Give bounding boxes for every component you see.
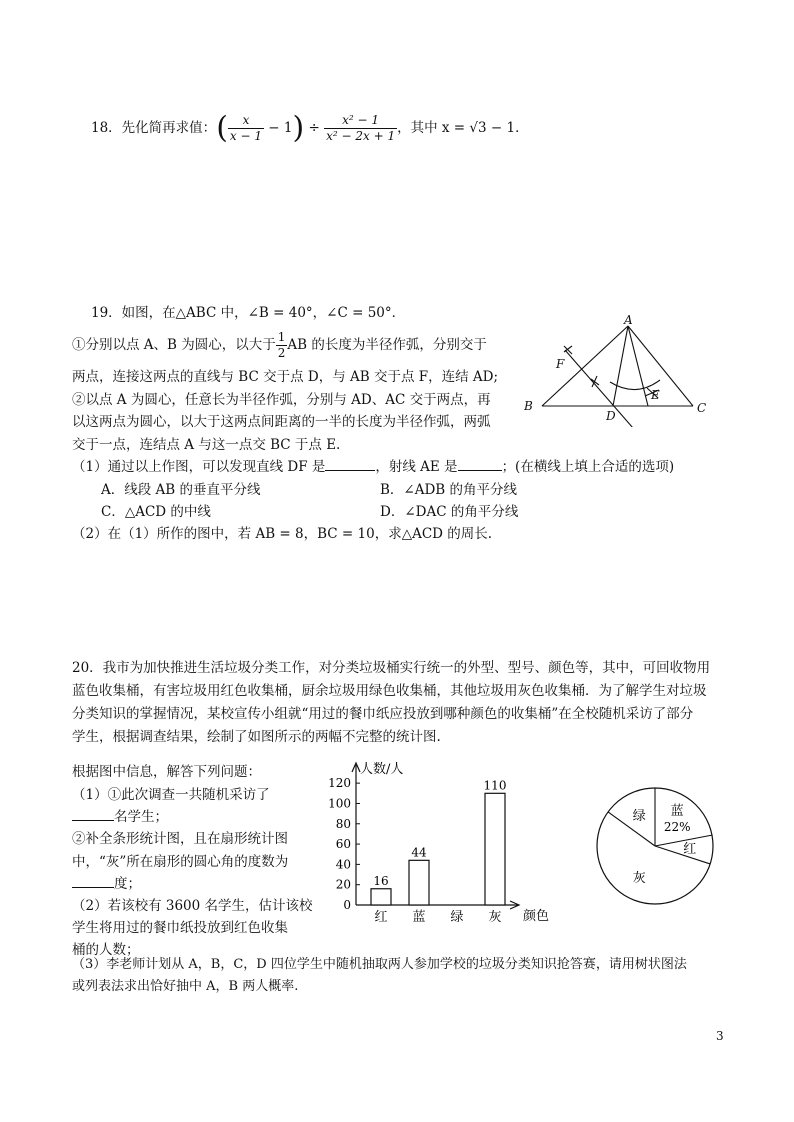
q19-line2 bbox=[72, 330, 487, 360]
page-number: 3 bbox=[716, 1029, 724, 1043]
q19-line1: 19．如图，在△ABC 中，∠B = 40°，∠C = 50°． bbox=[91, 305, 406, 321]
y-tick-label: 80 bbox=[335, 816, 351, 831]
q19-part1 bbox=[72, 461, 674, 475]
q18-f1-numerator: x bbox=[228, 114, 264, 129]
q20-intro-3: 分类知识的掌握情况，某校宣传小组就“用过的餐巾纸应投放到哪种颜色的收集桶”在全校随机采访了部分 bbox=[72, 706, 694, 722]
bar-data-label: 44 bbox=[411, 845, 427, 860]
q19-part1-a: （1）通过以上作图，可以发现直线 DF 是 bbox=[72, 459, 326, 475]
label-e: E bbox=[651, 388, 660, 402]
q20-p1-line1: （1）①此次调查一共随机采访了 bbox=[72, 787, 270, 803]
y-tick-label: 100 bbox=[328, 796, 351, 811]
q18-fraction-2 bbox=[324, 114, 397, 143]
q19-triangle-figure bbox=[515, 312, 715, 427]
q20-pie-chart bbox=[590, 786, 720, 906]
q20-intro-1: 20．我市为加快推进生活垃圾分类工作，对分类垃圾桶实行统一的外型、型号、颜色等，其中，可回收物用 bbox=[72, 660, 711, 676]
label-b: B bbox=[524, 399, 533, 413]
label-a: A bbox=[624, 313, 633, 327]
q19-line4: ②以点 A 为圆心，任意长为半径作弧，分别与 AD、AC 交于两点，再 bbox=[72, 392, 491, 408]
q20-blank-angle[interactable] bbox=[72, 887, 114, 888]
q18-line bbox=[91, 112, 529, 145]
q20-intro-4: 学生，根据调查结果，绘制了如图所示的两幅不完整的统计图. bbox=[72, 729, 441, 745]
y-tick-label: 0 bbox=[343, 898, 351, 912]
q18-f2-numerator: x² − 1 bbox=[324, 114, 397, 129]
bar-data-label: 16 bbox=[373, 873, 389, 888]
bar bbox=[371, 889, 391, 905]
q19-half-num: 1 bbox=[276, 331, 288, 346]
q20-p1-line5 bbox=[72, 878, 141, 892]
pie-slice-label: 红 bbox=[683, 842, 697, 858]
q18-label: 18．先化简再求值： bbox=[91, 120, 217, 136]
q20-p1-line5-text: 度； bbox=[114, 876, 141, 892]
q18-f2-denominator: x² − 2x + 1 bbox=[326, 129, 396, 143]
label-d: D bbox=[606, 409, 616, 423]
q19-option-a: A．线段 AB 的垂直平分线 bbox=[101, 482, 261, 498]
q18-minus-one: − 1 bbox=[268, 120, 293, 136]
q19-half-fraction bbox=[276, 331, 288, 360]
x-axis-label: 颜色 bbox=[523, 909, 550, 924]
q19-line5: 以这两点为圆心，以大于这两点间距离的一半的长度为半径作弧，两弧 bbox=[72, 414, 491, 430]
y-tick-label: 20 bbox=[335, 877, 351, 892]
y-tick-label: 60 bbox=[335, 837, 351, 852]
q20-p2-line1: （2）若该校有 3600 名学生，估计该校 bbox=[72, 898, 313, 914]
q19-option-c: C．△ACD 的中线 bbox=[101, 504, 211, 520]
q19-line2b: AB 的长度为半径作弧，分别交于 bbox=[287, 337, 487, 353]
pie-slice-label: 蓝 bbox=[670, 804, 684, 820]
q20-p3-line1: （3）李老师计划从 A，B，C，D 四位学生中随机抽取两人参加学校的垃圾分类知识抢答赛，请用树状图法 bbox=[72, 957, 687, 972]
q19-part2: （2）在（1）所作的图中，若 AB = 8，BC = 10，求△ACD 的周长. bbox=[72, 526, 493, 542]
q20-p2-line2: 学生将用过的餐巾纸投放到红色收集 bbox=[72, 920, 288, 936]
pie-slice-label: 绿 bbox=[632, 808, 646, 824]
pie-slice-label: 灰 bbox=[632, 871, 646, 887]
label-c: C bbox=[697, 401, 707, 415]
q19-half-den: 2 bbox=[277, 346, 286, 360]
x-tick-label: 红 bbox=[374, 910, 388, 925]
q19-line2a: ①分别以点 A、B 为圆心，以大于 bbox=[72, 337, 276, 353]
q19-option-d: D．∠DAC 的角平分线 bbox=[380, 504, 519, 520]
q18-f1-denominator: x − 1 bbox=[229, 129, 262, 143]
x-tick-label: 灰 bbox=[488, 910, 502, 925]
bar-data-label: 110 bbox=[483, 778, 507, 793]
q20-bar-chart bbox=[320, 755, 560, 933]
q19-option-b: B．∠ADB 的角平分线 bbox=[380, 482, 518, 498]
x-tick-label: 蓝 bbox=[412, 910, 426, 925]
bar bbox=[409, 860, 429, 905]
q20-p1-line3: ②补全条形统计图，且在扇形统计图 bbox=[72, 831, 288, 847]
q18-condition: ，其中 x = √3 − 1． bbox=[397, 120, 529, 136]
pie-slice-percent: 22% bbox=[663, 820, 691, 835]
q20-blank-total[interactable] bbox=[72, 820, 114, 821]
q20-p2-line3: 桶的人数； bbox=[72, 942, 140, 958]
y-axis-label: 人数/人 bbox=[360, 762, 404, 777]
q20-p1-line4: 中，“灰”所在扇形的圆心角的度数为 bbox=[72, 854, 289, 870]
bar bbox=[485, 793, 505, 905]
q18-right-paren: ) bbox=[292, 110, 305, 146]
q18-left-paren: ( bbox=[216, 110, 228, 146]
y-tick-label: 120 bbox=[328, 776, 351, 791]
q20-ask: 根据图中信息，解答下列问题： bbox=[72, 764, 261, 780]
q20-p3-line2: 或列表法求出恰好抽中 A，B 两人概率. bbox=[72, 979, 299, 994]
q18-fraction-1 bbox=[228, 114, 264, 143]
q19-blank-ae[interactable] bbox=[458, 470, 502, 471]
q19-part1-c: ；(在横线上填上合适的选项) bbox=[501, 459, 675, 475]
q20-p1-line2-text: 名学生； bbox=[114, 809, 168, 825]
q18-division-sign: ÷ bbox=[308, 120, 320, 136]
line-df bbox=[565, 350, 633, 427]
label-f: F bbox=[556, 357, 565, 371]
x-tick-label: 绿 bbox=[450, 910, 464, 925]
y-tick-label: 40 bbox=[335, 857, 351, 872]
q19-blank-df[interactable] bbox=[325, 470, 375, 471]
q19-line3: 两点，连接这两点的直线与 BC 交于点 D，与 AB 交于点 F，连结 AD; bbox=[72, 369, 499, 385]
q19-line6: 交于一点，连结点 A 与这一点交 BC 于点 E. bbox=[72, 437, 341, 453]
q19-part1-b: ，射线 AE 是 bbox=[375, 459, 458, 475]
q20-p1-line2 bbox=[72, 811, 168, 825]
q20-intro-2: 蓝色收集桶，有害垃圾用红色收集桶，厨余垃圾用绿色收集桶，其他垃圾用灰色收集桶．为了解学生对垃圾 bbox=[72, 683, 707, 699]
